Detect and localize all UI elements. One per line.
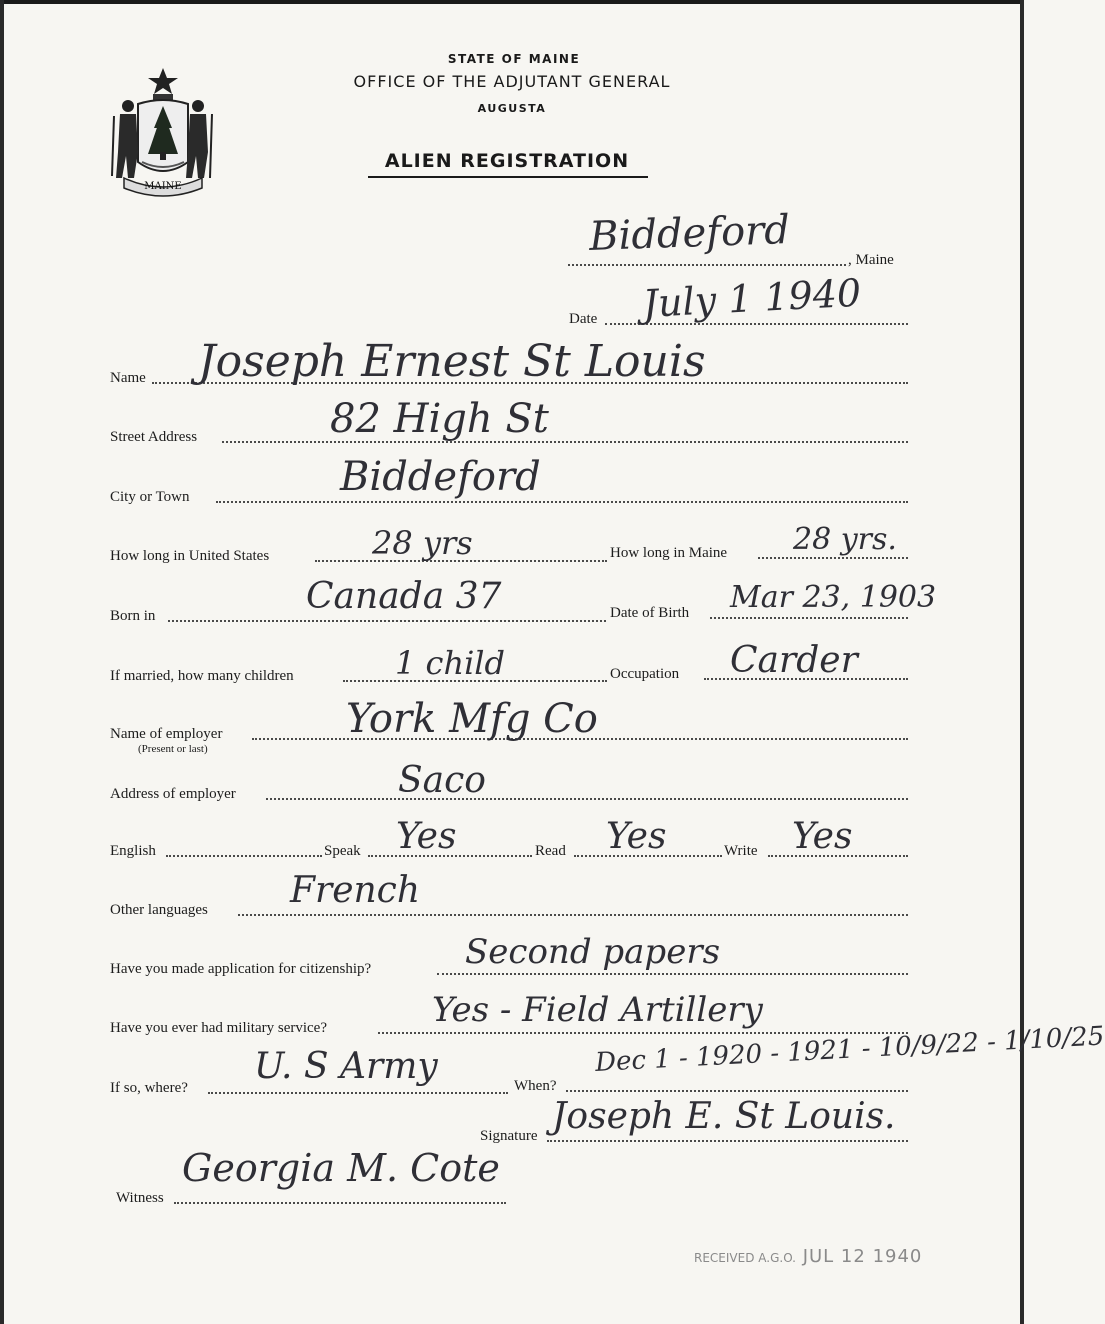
place-suffix-label: , Maine [848, 252, 894, 268]
street-label: Street Address [110, 429, 198, 445]
children-label: If married, how many children [110, 668, 294, 684]
received-stamp-date: JUL 12 1940 [802, 1246, 923, 1267]
read-value: Yes [606, 816, 667, 857]
employer-address-line [266, 798, 908, 800]
title-underline [368, 176, 648, 178]
signature-value: Joseph E. St Louis. [552, 1096, 896, 1137]
write-label: Write [724, 843, 758, 859]
read-label: Read [535, 843, 566, 859]
how-long-maine-value: 28 yrs. [793, 522, 897, 557]
military-label: Have you ever had military service? [110, 1020, 327, 1036]
when-label: When? [514, 1078, 557, 1094]
received-stamp [694, 1246, 922, 1267]
header-city: AUGUSTA [477, 102, 547, 115]
place-line [568, 264, 846, 266]
english-line [166, 855, 322, 857]
date-of-birth-line [710, 617, 908, 619]
witness-line [174, 1202, 506, 1204]
scan-border-right [1020, 0, 1024, 1324]
born-in-label: Born in [110, 608, 156, 624]
where-label: If so, where? [110, 1080, 188, 1096]
when-line [566, 1090, 908, 1092]
signature-line [547, 1140, 908, 1142]
employer-value: York Mfg Co [346, 696, 598, 742]
name-value: Joseph Ernest St Louis [198, 336, 706, 387]
english-label: English [110, 843, 156, 859]
scan-border-left [0, 0, 4, 1324]
employer-label: Name of employer [110, 726, 223, 742]
citizenship-label: Have you made application for citizenship? [110, 961, 372, 977]
born-in-value: Canada 37 [306, 576, 502, 617]
other-languages-line [238, 914, 908, 916]
citizenship-value: Second papers [465, 932, 721, 972]
witness-label: Witness [116, 1190, 164, 1206]
employer-sublabel: (Present or last) [138, 743, 208, 755]
speak-label: Speak [324, 843, 361, 859]
how-long-us-label: How long in United States [110, 548, 270, 564]
form-title: ALIEN REGISTRATION [384, 150, 630, 172]
street-value: 82 High St [330, 396, 549, 442]
military-line [378, 1032, 908, 1034]
city-value: Biddeford [340, 454, 541, 500]
city-line [216, 501, 908, 503]
employer-address-value: Saco [398, 760, 486, 801]
military-value: Yes - Field Artillery [432, 990, 763, 1030]
children-value: 1 child [395, 644, 506, 682]
date-of-birth-value: Mar 23, 1903 [730, 580, 937, 615]
date-label: Date [569, 311, 598, 327]
how-long-us-value: 28 yrs [372, 524, 473, 562]
svg-text:MAINE: MAINE [144, 181, 182, 192]
witness-value: Georgia M. Cote [182, 1146, 500, 1190]
other-languages-label: Other languages [110, 902, 208, 918]
date-of-birth-label: Date of Birth [610, 605, 690, 621]
employer-address-label: Address of employer [110, 786, 236, 802]
write-value: Yes [792, 816, 853, 857]
city-label: City or Town [110, 489, 190, 505]
signature-label: Signature [480, 1128, 538, 1144]
scan-border-top [0, 0, 1024, 4]
speak-value: Yes [396, 816, 457, 857]
where-line [208, 1092, 508, 1094]
how-long-maine-label: How long in Maine [610, 545, 728, 561]
street-line [222, 441, 908, 443]
citizenship-line [437, 973, 908, 975]
when-value: Dec 1 - 1920 - 1921 - 10/9/22 - 1/10/25 [594, 1021, 1105, 1078]
occupation-label: Occupation [610, 666, 680, 682]
born-in-line [168, 620, 606, 622]
other-languages-value: French [290, 870, 421, 911]
date-value: July 1 1940 [641, 270, 863, 326]
name-label: Name [110, 370, 146, 386]
header-office: OFFICE OF THE ADJUTANT GENERAL [353, 72, 671, 91]
place-value: Biddeford [588, 207, 791, 260]
occupation-value: Carder [730, 640, 858, 681]
received-stamp-prefix: RECEIVED A.G.O. [694, 1251, 796, 1265]
header-state: STATE OF MAINE [447, 52, 581, 66]
where-value: U. S Army [254, 1046, 438, 1087]
how-long-maine-line [758, 557, 908, 559]
